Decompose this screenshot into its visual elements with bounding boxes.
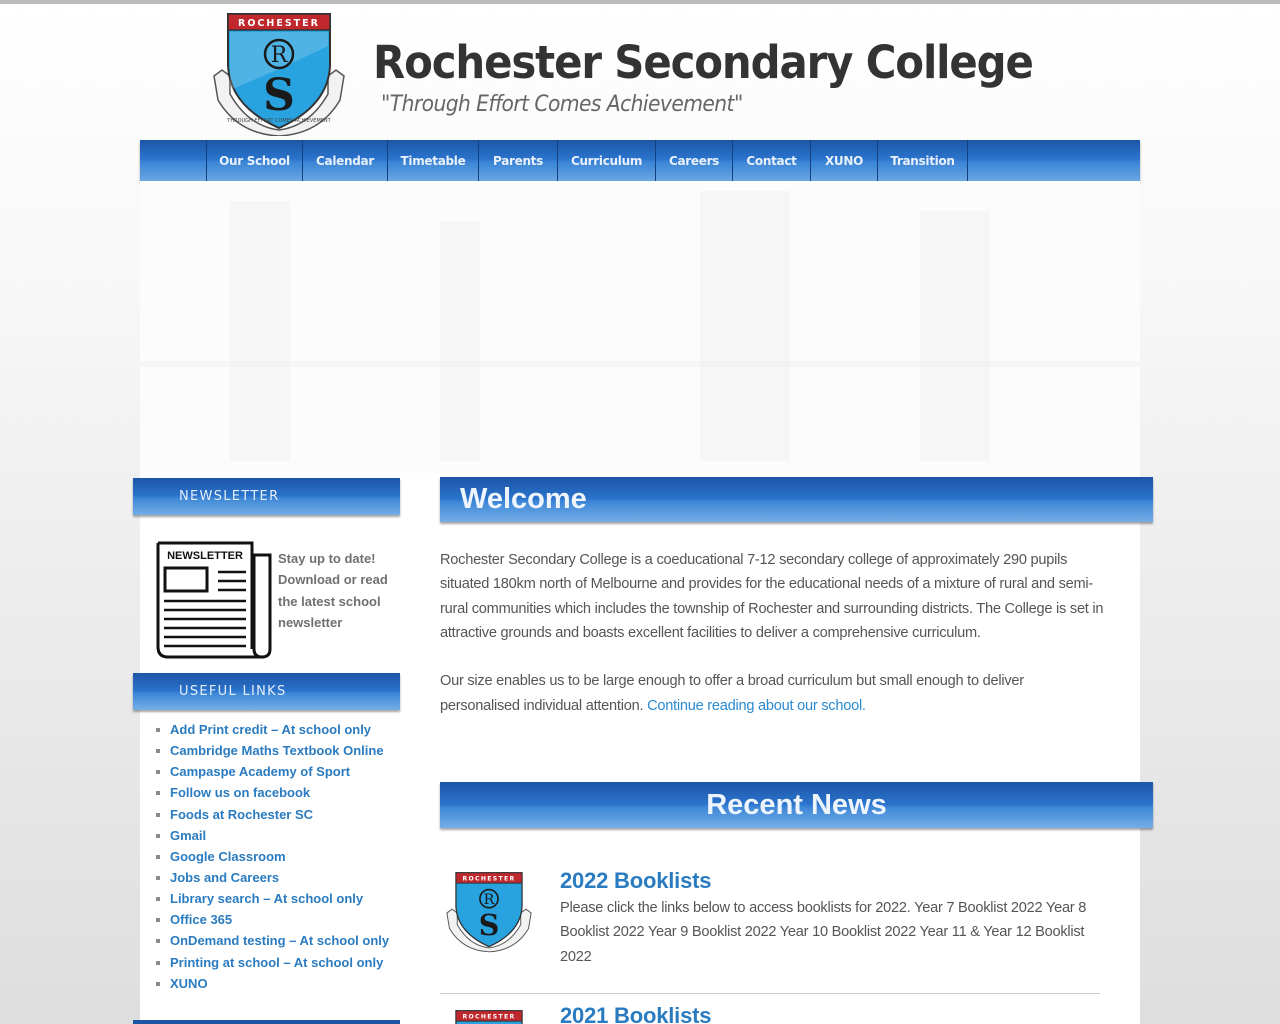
link-gmail[interactable]: Gmail: [170, 827, 207, 843]
svg-text:ROCHESTER: ROCHESTER: [238, 18, 320, 29]
link-google-classroom[interactable]: Google Classroom: [170, 848, 286, 864]
useful-links-list: [170, 719, 389, 994]
svg-text:S: S: [478, 907, 500, 942]
list-item: [170, 930, 389, 951]
svg-text:R: R: [483, 891, 495, 908]
list-item: [170, 909, 389, 930]
site-tagline: "Through Effort Comes Achievement": [381, 92, 743, 117]
link-facebook[interactable]: Follow us on facebook: [170, 785, 311, 801]
list-item: [170, 761, 389, 782]
recent-news-heading: Recent News: [440, 782, 1153, 828]
newsletter-description[interactable]: Stay up to date! Download or read the latest school newsletter: [278, 551, 388, 630]
link-add-print-credit[interactable]: Add Print credit – At school only: [170, 722, 372, 737]
link-printing[interactable]: Printing at school – At school only: [170, 954, 384, 970]
welcome-body: [440, 548, 1105, 718]
main-nav: [140, 140, 1140, 181]
news-title-link[interactable]: 2021 Booklists: [560, 1003, 712, 1024]
welcome-paragraph-text: Our size enables us to be large enough to offer a broad curriculum but small enough to deliver personalised individual attention.: [440, 673, 1024, 714]
school-logo[interactable]: [208, 10, 350, 136]
nav-item-our-school[interactable]: Our School: [206, 140, 302, 181]
newsletter-widget-heading: NEWSLETTER: [133, 478, 400, 515]
top-border: [0, 0, 1280, 4]
hero-banner-image: [140, 181, 1140, 473]
news-item: [440, 866, 1100, 976]
link-campaspe-academy[interactable]: Campaspe Academy of Sport: [170, 764, 351, 780]
news-thumbnail-logo[interactable]: [443, 1006, 535, 1024]
link-office-365[interactable]: Office 365: [170, 912, 233, 928]
svg-text:S: S: [263, 70, 295, 121]
news-item: [440, 1004, 1100, 1024]
list-item: [170, 782, 389, 803]
news-excerpt: Please click the links below to access booklists for 2022. Year 7 Booklist 2022 Year 8 Booklist 2022 Year 9 Booklist 2022 Year 10 Booklist 2022 Year 11 & Year 12 Booklist 2022: [560, 900, 1087, 965]
news-divider: [440, 993, 1100, 994]
link-ondemand-testing[interactable]: OnDemand testing – At school only: [170, 933, 390, 949]
svg-text:ROCHESTER: ROCHESTER: [462, 1013, 516, 1021]
list-item: [170, 719, 389, 740]
list-item: [170, 888, 389, 909]
continue-reading-link[interactable]: Continue reading about our school.: [647, 697, 866, 714]
next-widget-heading: [133, 1020, 400, 1024]
useful-links-widget-heading: USEFUL LINKS: [133, 673, 400, 710]
svg-text:THROUGH EFFORT COMES ACHIEVEME: THROUGH EFFORT COMES ACHIEVEMENT: [227, 118, 331, 124]
link-library-search[interactable]: Library search – At school only: [170, 891, 364, 907]
welcome-heading: Welcome: [440, 477, 1153, 522]
nav-item-careers[interactable]: Careers: [655, 140, 732, 181]
list-item: [170, 952, 389, 973]
nav-item-calendar[interactable]: Calendar: [302, 140, 387, 181]
list-item: [170, 804, 389, 825]
nav-item-timetable[interactable]: Timetable: [387, 140, 478, 181]
svg-text:ROCHESTER: ROCHESTER: [462, 875, 516, 883]
welcome-paragraph: Rochester Secondary College is a coeducational 7-12 secondary college of approximately 290 pupils situated 180km north of Melbourne and provides for the educational needs of a mixture of rural and semi-rural communities which includes the township of Rochester and surrounding districts. The College is set in attractive grounds and boasts excellent facilities to deliver a comprehensive curriculum.: [440, 552, 1104, 641]
nav-item-xuno[interactable]: XUNO: [810, 140, 877, 181]
newsletter-icon[interactable]: [154, 539, 274, 659]
list-item: [170, 867, 389, 888]
link-xuno[interactable]: XUNO: [170, 975, 208, 991]
site-title[interactable]: Rochester Secondary College: [373, 36, 1033, 89]
link-cambridge-maths[interactable]: Cambridge Maths Textbook Online: [170, 743, 384, 759]
list-item: [170, 825, 389, 846]
svg-text:NEWSLETTER: NEWSLETTER: [167, 550, 243, 562]
list-item: [170, 740, 389, 761]
nav-item-parents[interactable]: Parents: [478, 140, 557, 181]
link-foods[interactable]: Foods at Rochester SC: [170, 806, 314, 822]
news-thumbnail-logo[interactable]: [443, 868, 535, 954]
list-item: [170, 973, 389, 994]
nav-item-transition[interactable]: Transition: [877, 140, 968, 181]
news-title-link[interactable]: 2022 Booklists: [560, 868, 712, 893]
welcome-paragraph: [440, 669, 1105, 718]
nav-item-curriculum[interactable]: Curriculum: [557, 140, 655, 181]
list-item: [170, 846, 389, 867]
nav-item-contact[interactable]: Contact: [732, 140, 810, 181]
svg-text:R: R: [270, 43, 288, 68]
link-jobs-careers[interactable]: Jobs and Careers: [170, 869, 280, 885]
